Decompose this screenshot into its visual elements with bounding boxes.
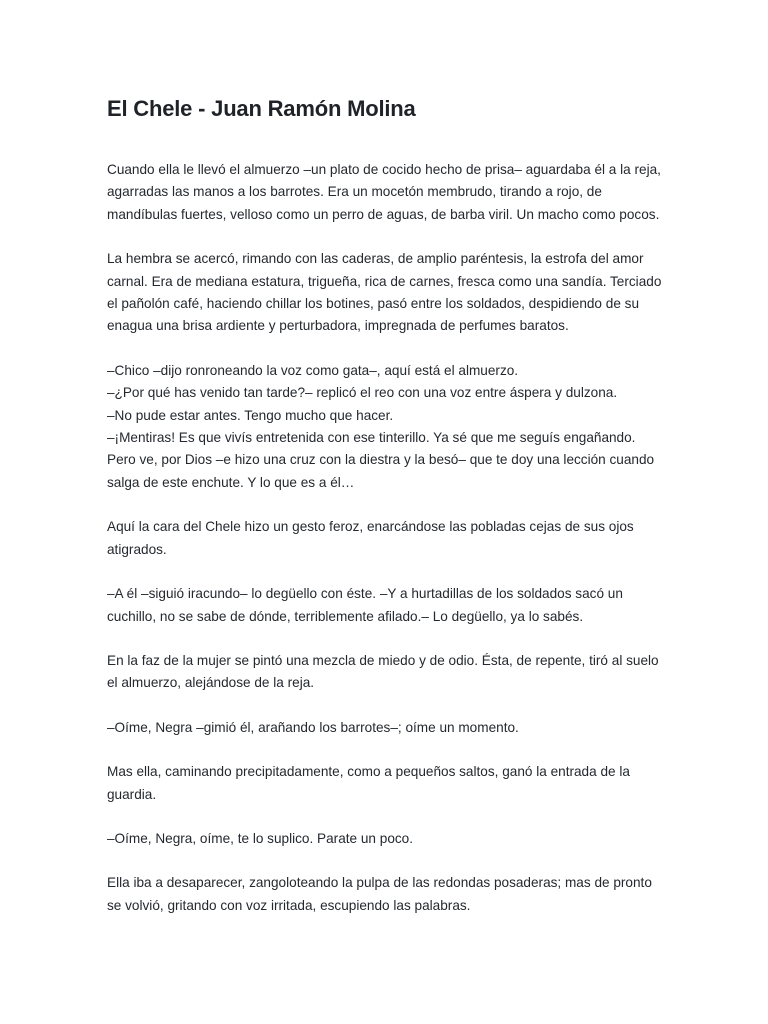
paragraph: En la faz de la mujer se pintó una mezcla de miedo y de odio. Ésta, de repente, tiró al suelo el almuerzo, alejándose de la reja. <box>107 652 659 691</box>
dialogue-line: –¿Por qué has venido tan tarde?– replicó el reo con una voz entre áspera y dulzona. <box>107 385 618 401</box>
paragraph: Ella iba a desaparecer, zangoloteando la pulpa de las redondas posaderas; mas de pronto se volvió, gritando con voz irritada, escupiendo las palabras. <box>107 875 652 913</box>
paragraph: –Oíme, Negra –gimió él, arañando los barrotes–; oíme un momento. <box>107 719 519 735</box>
dialogue-line: –¡Mentiras! Es que vivís entretenida con ese tinterillo. Ya sé que me seguís engañando. Pero ve, por Dios –e hizo una cruz con la diestra y la besó– que te doy una lección cuando salga de este enchute. Y lo que es a él… <box>107 430 655 490</box>
dialogue-line: –No pude estar antes. Tengo mucho que hacer. <box>107 407 394 423</box>
dialogue-line: –Chico –dijo ronroneando la voz como gata–, aquí está el almuerzo. <box>107 362 519 378</box>
paragraph: Aquí la cara del Chele hizo un gesto feroz, enarcándose las pobladas cejas de sus ojos atigrados. <box>107 519 634 557</box>
paragraph: –Oíme, Negra, oíme, te lo suplico. Parate un poco. <box>107 830 414 846</box>
document-body <box>107 159 662 917</box>
paragraph: –A él –siguió iracundo– lo degüello con éste. –Y a hurtadillas de los soldados sacó un cuchillo, no se sabe de dónde, terriblemente afilado.– Lo degüello, ya lo sabés. <box>107 586 623 624</box>
paragraph: Cuando ella le llevó el almuerzo –un plato de cocido hecho de prisa– aguardaba él a la reja, agarradas las manos a los barrotes. Era un mocetón membrudo, tirando a rojo, de mandíbulas fuertes, velloso como un perro de aguas, de barba viril. Un macho como pocos. <box>107 162 661 222</box>
paragraph: La hembra se acercó, rimando con las caderas, de amplio paréntesis, la estrofa del amor carnal. Era de mediana estatura, trigueña, rica de carnes, fresca como una sandía. Terciado el pañolón café, haciendo chillar los botines, pasó entre los soldados, despidiendo de su enagua una brisa ardiente y perturbadora, impregnada de perfumes baratos. <box>107 251 662 334</box>
document-page <box>107 94 662 939</box>
document-title: El Chele - Juan Ramón Molina <box>107 96 416 121</box>
paragraph: Mas ella, caminando precipitadamente, como a pequeños saltos, ganó la entrada de la guardia. <box>107 764 630 802</box>
